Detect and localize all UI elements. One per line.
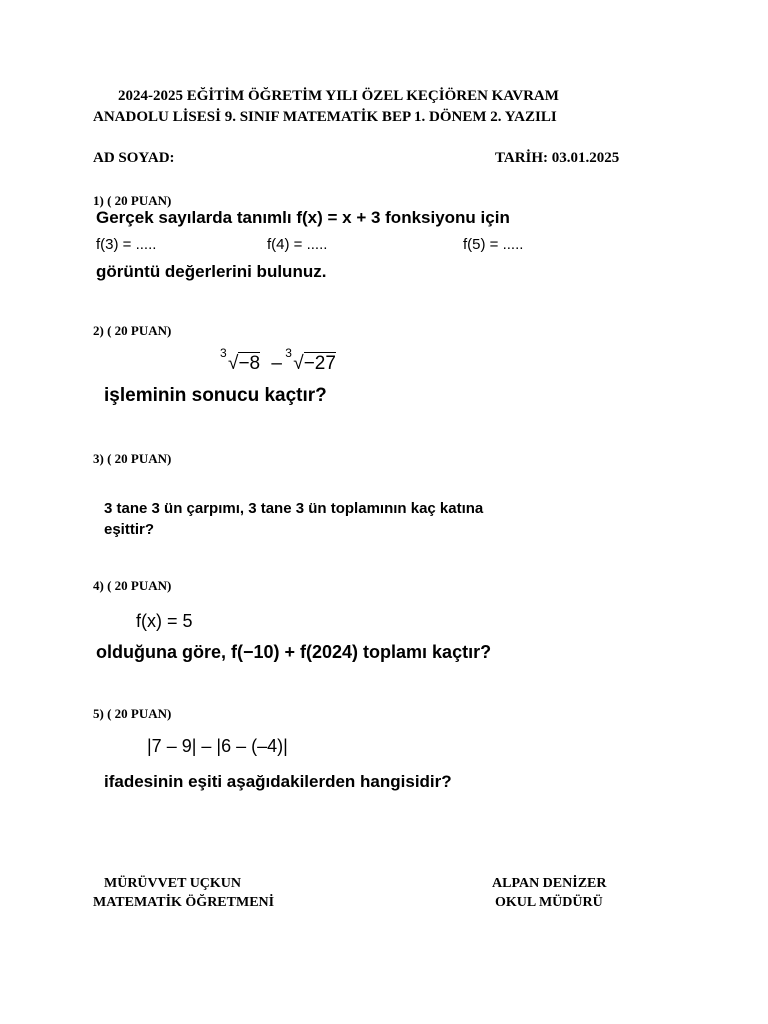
name-label: AD SOYAD: (93, 150, 175, 166)
question-3-text: 3 tane 3 ün çarpımı, 3 tane 3 ün toplamının kaç katına (104, 500, 484, 517)
question-4-heading: 4) ( 20 PUAN) (93, 578, 172, 593)
question-1-text-line2: görüntü değerlerini bulunuz. (96, 262, 327, 281)
question-3-text-line2: eşittir? (104, 521, 155, 538)
question-3-heading: 3) ( 20 PUAN) (93, 451, 172, 466)
question-1-text: Gerçek sayılarda tanımlı f(x) = x + 3 fonksiyonu için (96, 208, 510, 227)
cube-root-1: 3 √−8 (220, 346, 261, 374)
question-4-text: olduğuna göre, f(−10) + f(2024) toplamı kaçtır? (96, 642, 492, 662)
principal-title: OKUL MÜDÜRÜ (495, 895, 603, 910)
exam-title-line1: 2024-2025 EĞİTİM ÖĞRETİM YILI ÖZEL KEÇİÖREN KAVRAM (118, 88, 559, 104)
question-2-heading: 2) ( 20 PUAN) (93, 323, 172, 338)
question-1-blank-f5: f(5) = ..... (463, 236, 524, 253)
question-5-heading: 5) ( 20 PUAN) (93, 706, 172, 721)
question-1-blank-f4: f(4) = ..... (267, 236, 328, 253)
question-1-heading: 1) ( 20 PUAN) (93, 193, 172, 208)
teacher-title: MATEMATİK ÖĞRETMENİ (93, 895, 275, 910)
principal-name: ALPAN DENİZER (492, 876, 607, 891)
question-5-text: ifadesinin eşiti aşağıdakilerden hangisidir? (104, 772, 452, 791)
question-4-formula: f(x) = 5 (136, 611, 193, 631)
question-2-formula: 3 √−8 – 3 √−27 (220, 346, 336, 374)
cube-root-2: 3 √−27 (285, 346, 336, 374)
exam-title-line2: ANADOLU LİSESİ 9. SINIF MATEMATİK BEP 1. DÖNEM 2. YAZILI (93, 109, 557, 125)
question-1-blank-f3: f(3) = ..... (96, 236, 157, 253)
date-label: TARİH: 03.01.2025 (495, 150, 620, 166)
question-2-text: işleminin sonucu kaçtır? (104, 385, 327, 406)
teacher-name: MÜRÜVVET UÇKUN (104, 876, 242, 891)
question-5-formula: |7 – 9| – |6 – (–4)| (147, 736, 288, 756)
